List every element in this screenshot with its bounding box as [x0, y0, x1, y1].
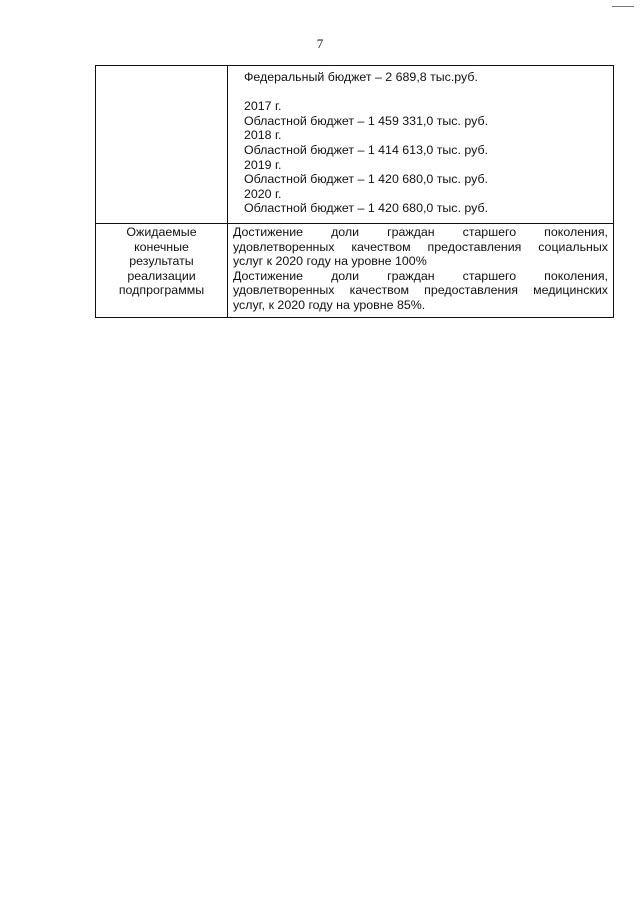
page-number: 7	[316, 36, 324, 51]
funding-row	[96, 66, 614, 224]
label-line: конечные	[134, 239, 189, 254]
expected-results-label	[96, 223, 228, 317]
regional-budget-line: Областной бюджет – 1 420 680,0 тыс. руб.	[244, 201, 489, 216]
social-services-result-line: Достижение доли граждан старшего поколения,	[233, 224, 608, 239]
year-label: 2019 г.	[244, 157, 282, 172]
federal-budget-line: Федеральный бюджет – 2 689,8 тыс.руб.	[244, 70, 478, 84]
label-line: Ожидаемые	[126, 224, 197, 239]
subprogram-passport-table	[95, 65, 614, 318]
expected-results-row	[96, 223, 614, 317]
medical-services-result-line: удовлетворенных качеством предоставления медицинских	[233, 283, 608, 298]
medical-services-result-line: услуг, к 2020 году на уровне 85%.	[233, 297, 426, 312]
expected-results-text	[228, 223, 614, 317]
medical-services-result-line: Достижение доли граждан старшего поколения,	[233, 268, 608, 283]
year-label: 2017 г.	[244, 99, 282, 114]
regional-budget-line: Областной бюджет – 1 459 331,0 тыс. руб.	[244, 113, 489, 128]
regional-budget-line: Областной бюджет – 1 420 680,0 тыс. руб.	[244, 172, 489, 187]
spacer	[244, 85, 607, 100]
social-services-result-line: услуг к 2020 году на уровне 100%	[233, 254, 427, 269]
social-services-result-line: удовлетворенных качеством предоставления социальных	[233, 239, 608, 254]
label-line: подпрограммы	[118, 283, 205, 298]
year-label: 2020 г.	[244, 186, 282, 201]
corner-scan-mark	[612, 6, 634, 7]
funding-label-cell	[96, 66, 228, 224]
label-line: реализации	[127, 268, 196, 283]
funding-cell	[228, 66, 614, 224]
regional-budget-line: Областной бюджет – 1 414 613,0 тыс. руб.	[244, 142, 489, 157]
year-label: 2018 г.	[244, 128, 282, 143]
label-line: результаты	[129, 254, 194, 269]
